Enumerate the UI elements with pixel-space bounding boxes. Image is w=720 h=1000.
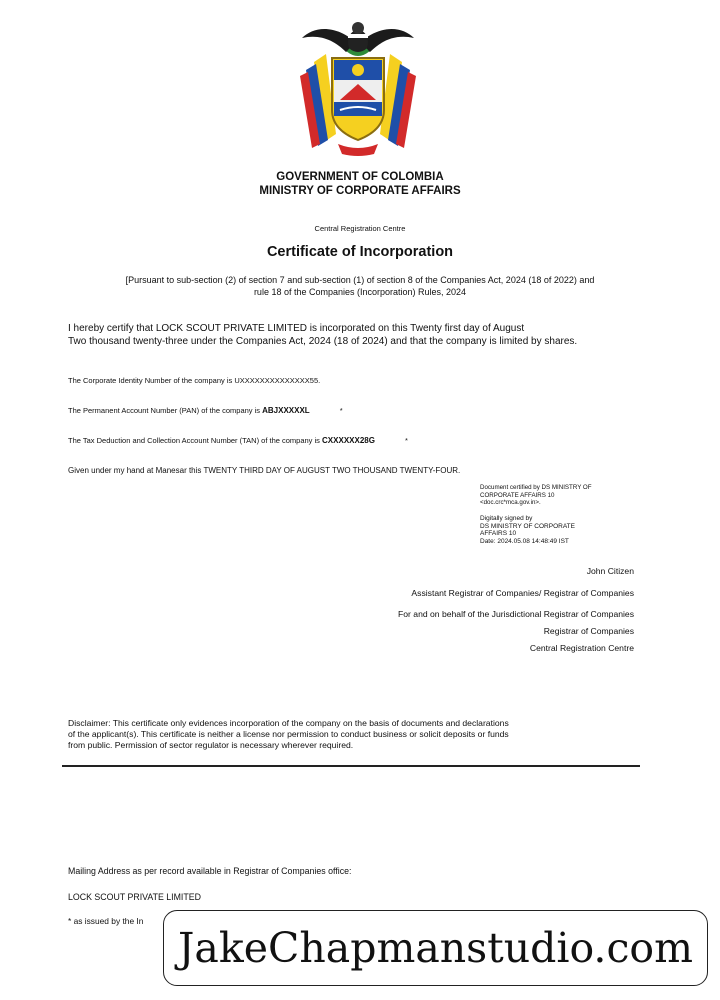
certified-line-3: <doc.crc*mca.gov.in>. bbox=[480, 499, 541, 506]
watermark-text: JakeChapmanstudio.com bbox=[178, 924, 693, 972]
mailing-address-label: Mailing Address as per record available in Registrar of Companies office: bbox=[68, 866, 352, 876]
certification-statement bbox=[68, 322, 668, 348]
pursuant-clause bbox=[60, 274, 660, 298]
registrar-behalf: For and on behalf of the Jurisdictional Registrar of Companies bbox=[398, 609, 634, 619]
cin-statement: The Corporate Identity Number of the company is UXXXXXXXXXXXXXX55. bbox=[68, 376, 321, 385]
mailing-company-name: LOCK SCOUT PRIVATE LIMITED bbox=[68, 892, 201, 902]
registrar-name: John Citizen bbox=[586, 566, 634, 576]
document-certified-note bbox=[480, 484, 630, 507]
registrar-centre: Central Registration Centre bbox=[529, 643, 634, 653]
signed-line-1: Digitally signed by bbox=[480, 515, 533, 522]
certified-line-1: Document certified by DS MINISTRY OF bbox=[480, 484, 592, 491]
pan-statement bbox=[68, 406, 343, 415]
watermark-banner bbox=[163, 910, 708, 986]
tan-value: CXXXXXX28G bbox=[322, 436, 375, 445]
registrar-role: Assistant Registrar of Companies/ Registrar of Companies bbox=[411, 588, 634, 598]
government-heading: GOVERNMENT OF COLOMBIA bbox=[276, 171, 444, 183]
pan-asterisk: * bbox=[339, 406, 343, 415]
registration-centre-label: Central Registration Centre bbox=[314, 224, 406, 233]
given-under-hand: Given under my hand at Manesar this TWENTY THIRD DAY OF AUGUST TWO THOUSAND TWENTY-FOUR. bbox=[68, 466, 461, 475]
tan-statement bbox=[68, 436, 408, 445]
disclaimer-line-1: Disclaimer: This certificate only evidences incorporation of the company on the basis of documents and declarations bbox=[68, 718, 509, 728]
certify-line-1: I hereby certify that LOCK SCOUT PRIVATE LIMITED is incorporated on this Twenty first day of August bbox=[68, 323, 525, 334]
certify-line-2: Two thousand twenty-three under the Companies Act, 2024 (18 of 2024) and that the company is limited by shares. bbox=[68, 336, 578, 347]
as-issued-note: * as issued by the In bbox=[68, 916, 144, 926]
signed-line-3: AFFAIRS 10 bbox=[480, 530, 517, 538]
pan-value: ABJXXXXXL bbox=[262, 406, 310, 415]
tan-asterisk: * bbox=[405, 436, 408, 445]
registrar-office: Registrar of Companies bbox=[543, 626, 634, 636]
pursuant-line-1: [Pursuant to sub-section (2) of section 7 and sub-section (1) of section 8 of the Companies Act, 2024 (18 of 2022) and bbox=[125, 275, 595, 285]
divider bbox=[62, 765, 640, 767]
ministry-heading: MINISTRY OF CORPORATE AFFAIRS bbox=[259, 185, 461, 197]
coat-of-arms-icon bbox=[296, 14, 420, 158]
pan-text: The Permanent Account Number (PAN) of the company is bbox=[68, 406, 261, 415]
digital-signature-note bbox=[480, 515, 630, 545]
signed-line-4: Date: 2024.05.08 14:48:49 IST bbox=[480, 537, 569, 545]
disclaimer bbox=[68, 718, 588, 751]
tan-text: The Tax Deduction and Collection Account Number (TAN) of the company is bbox=[68, 436, 320, 445]
pursuant-line-2: rule 18 of the Companies (Incorporation) Rules, 2024 bbox=[253, 287, 467, 297]
disclaimer-line-2: of the applicant(s). This certificate is neither a license nor permission to conduct business or solicit deposits or funds bbox=[68, 729, 509, 739]
certificate-title: Certificate of Incorporation bbox=[266, 244, 454, 260]
signed-line-2: DS MINISTRY OF CORPORATE bbox=[480, 522, 575, 530]
certified-line-2: CORPORATE AFFAIRS 10 bbox=[480, 491, 555, 499]
disclaimer-line-3: from public. Permission of sector regulator is necessary wherever required. bbox=[68, 740, 354, 750]
